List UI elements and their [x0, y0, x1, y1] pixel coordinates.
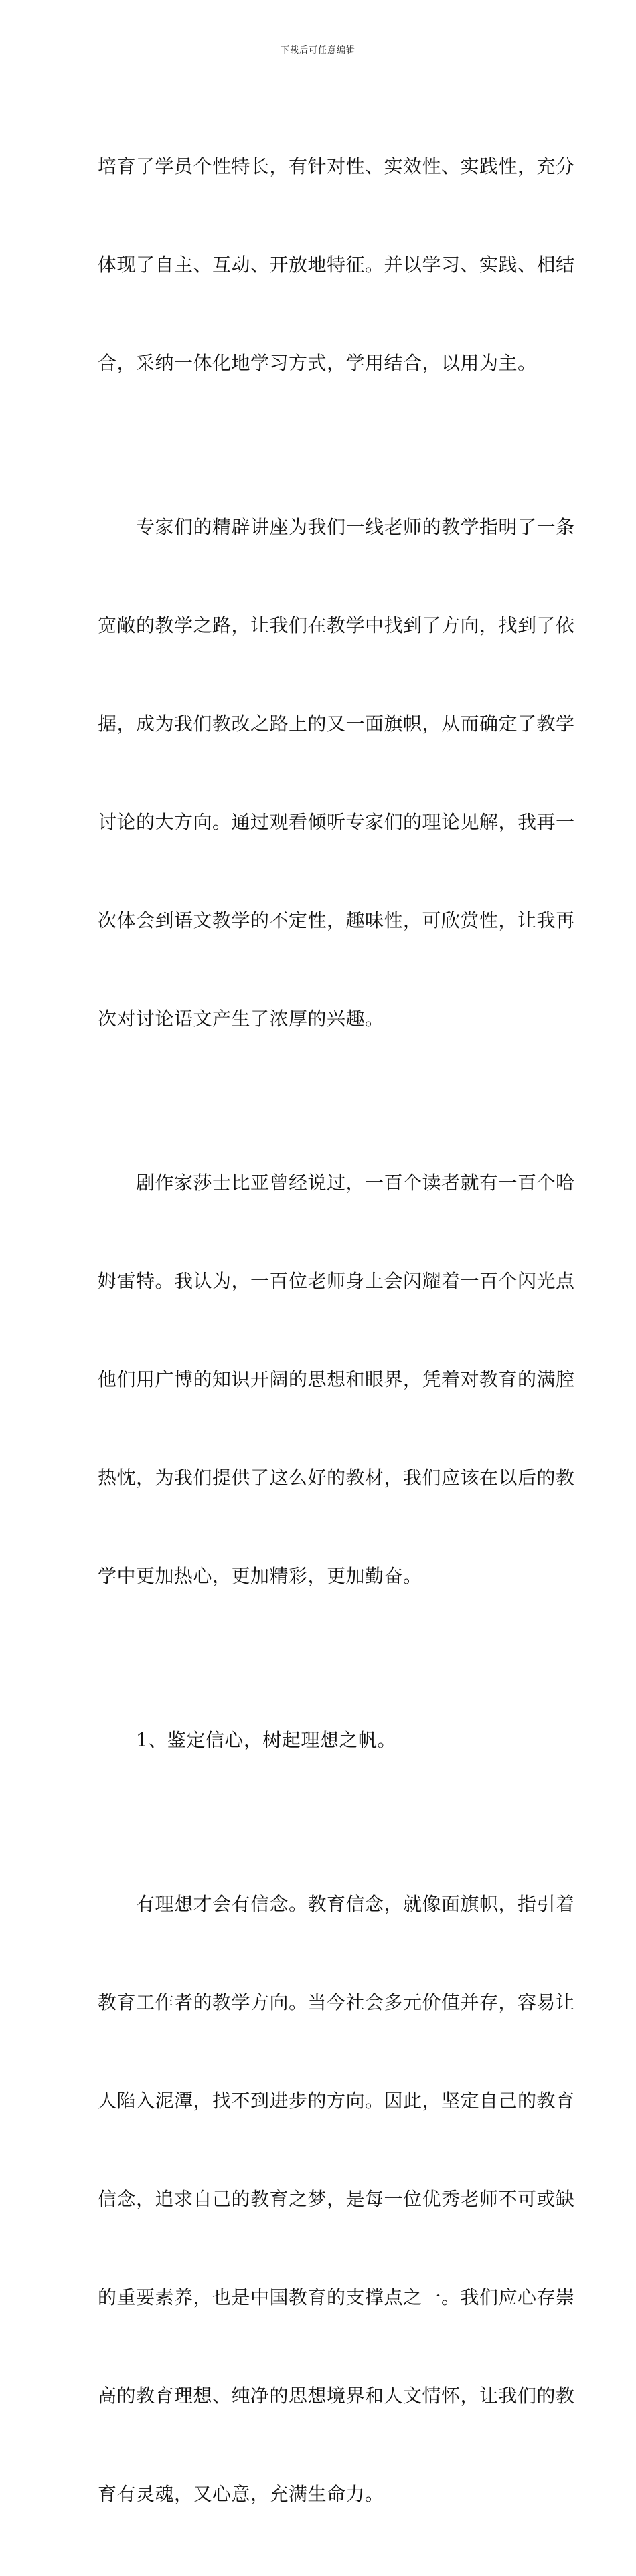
text-line: 信念，追求自己的教育之梦，是每一位优秀老师不可或缺 [98, 2188, 575, 2210]
text-line: 合，采纳一体化地学习方式，学用结合，以用为主。 [98, 352, 537, 374]
text-line: 高的教育理想、纯净的思想境界和人文情怀，让我们的教 [98, 2385, 575, 2407]
text-line: 有理想才会有信念。教育信念，就像面旗帜，指引着 [98, 1893, 575, 1915]
text-line: 剧作家莎士比亚曾经说过，一百个读者就有一百个哈 [98, 1172, 575, 1194]
text-line: 的重要素养，也是中国教育的支撑点之一。我们应心存崇 [98, 2286, 575, 2308]
text-line: 据，成为我们教改之路上的又一面旗帜，从而确定了教学 [98, 713, 575, 735]
text-line: 学中更加热心，更加精彩，更加勤奋。 [98, 1565, 422, 1587]
text-line: 体现了自主、互动、开放地特征。并以学习、实践、相结 [98, 254, 575, 276]
document-body [98, 84, 575, 2576]
page-header: 下载后可任意编辑 [280, 45, 355, 56]
text-line: 培育了学员个性特长，有针对性、实效性、实践性，充分 [98, 155, 575, 177]
text-line: 次体会到语文教学的不定性，趣味性，可欣赏性，让我再 [98, 909, 575, 931]
text-line: 育有灵魂，又心意，充满生命力。 [98, 2483, 384, 2505]
text-line: 教育工作者的教学方向。当今社会多元价值并存，容易让 [98, 1991, 575, 2013]
paragraph-1 [98, 84, 575, 445]
paragraph-2 [98, 445, 575, 1101]
paragraph-3 [98, 1101, 575, 1658]
text-line: 讨论的大方向。通过观看倾听专家们的理论见解，我再一 [98, 811, 575, 833]
text-line: 他们用广博的知识开阔的思想和眼界，凭着对教育的满腔 [98, 1368, 575, 1390]
text-line: 1、鉴定信心，树起理想之帆。 [98, 1729, 396, 1751]
text-line: 人陷入泥潭，找不到进步的方向。因此，坚定自己的教育 [98, 2090, 575, 2112]
text-line: 次对讨论语文产生了浓厚的兴趣。 [98, 1008, 384, 1030]
paragraph-4 [98, 1822, 575, 2576]
section-heading [98, 1658, 541, 1822]
text-line: 宽敞的教学之路，让我们在教学中找到了方向，找到了依 [98, 614, 575, 636]
text-line: 姆雷特。我认为，一百位老师身上会闪耀着一百个闪光点 [98, 1270, 575, 1292]
text-line: 专家们的精辟讲座为我们一线老师的教学指明了一条 [98, 516, 575, 538]
text-line: 热忱，为我们提供了这么好的教材，我们应该在以后的教 [98, 1467, 575, 1489]
